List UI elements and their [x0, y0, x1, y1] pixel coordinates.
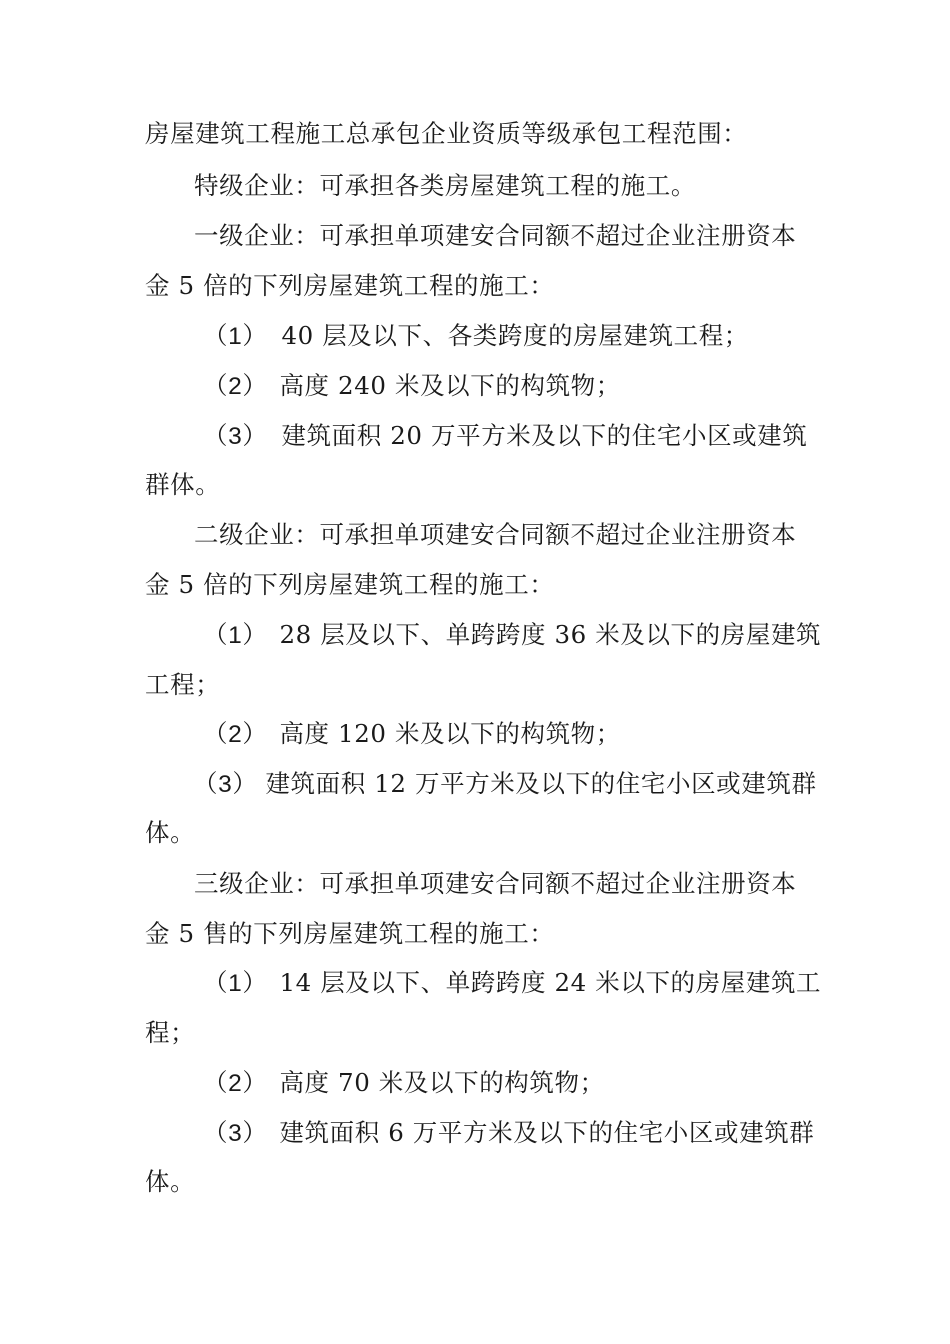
grade1-item3-line2: 群体。	[145, 470, 221, 499]
document-heading: 房屋建筑工程施工总承包企业资质等级承包工程范围：	[145, 119, 748, 148]
list-marker: （1）	[203, 970, 268, 997]
grade3-item2: （2） 高度 70 米及以下的构筑物；	[203, 1068, 605, 1097]
grade1-item2: （2） 高度 240 米及以下的构筑物；	[203, 371, 621, 400]
grade2-paragraph-line1: 二级企业：可承担单项建安合同额不超过企业注册资本	[194, 520, 797, 549]
grade2-paragraph-line2: 金 5 倍的下列房屋建筑工程的施工：	[145, 570, 555, 599]
grade2-item1-line2: 工程；	[145, 670, 221, 699]
grade1-item1: （1） 40 层及以下、各类跨度的房屋建筑工程；	[203, 321, 749, 350]
grade2-item2: （2） 高度 120 米及以下的构筑物；	[203, 719, 621, 748]
list-marker: （3）	[193, 771, 258, 798]
list-marker: （1）	[203, 622, 268, 649]
grade2-item1-line1: （1） 28 层及以下、单跨跨度 36 米及以下的房屋建筑	[203, 620, 822, 649]
list-marker: （1）	[203, 323, 268, 350]
grade3-item1-line1: （1） 14 层及以下、单跨跨度 24 米以下的房屋建筑工	[203, 968, 822, 997]
list-marker: （2）	[203, 1070, 268, 1097]
grade2-item3-line2: 体。	[145, 818, 196, 847]
list-marker: （3）	[203, 1120, 268, 1147]
grade3-item3-line2: 体。	[145, 1167, 196, 1196]
grade1-paragraph-line2: 金 5 倍的下列房屋建筑工程的施工：	[145, 271, 555, 300]
grade2-item3-line1: （3） 建筑面积 12 万平方米及以下的住宅小区或建筑群	[193, 769, 817, 798]
grade1-paragraph-line1: 一级企业：可承担单项建安合同额不超过企业注册资本	[194, 221, 797, 250]
special-grade-paragraph: 特级企业：可承担各类房屋建筑工程的施工。	[194, 171, 696, 200]
list-marker: （2）	[203, 373, 268, 400]
grade3-paragraph-line1: 三级企业：可承担单项建安合同额不超过企业注册资本	[194, 869, 797, 898]
grade1-item3-line1: （3） 建筑面积 20 万平方米及以下的住宅小区或建筑	[203, 421, 808, 450]
list-marker: （2）	[203, 721, 268, 748]
list-marker: （3）	[203, 423, 268, 450]
grade3-item3-line1: （3） 建筑面积 6 万平方米及以下的住宅小区或建筑群	[203, 1118, 815, 1147]
grade3-item1-line2: 程；	[145, 1018, 196, 1047]
grade3-paragraph-line2: 金 5 售的下列房屋建筑工程的施工：	[145, 919, 555, 948]
